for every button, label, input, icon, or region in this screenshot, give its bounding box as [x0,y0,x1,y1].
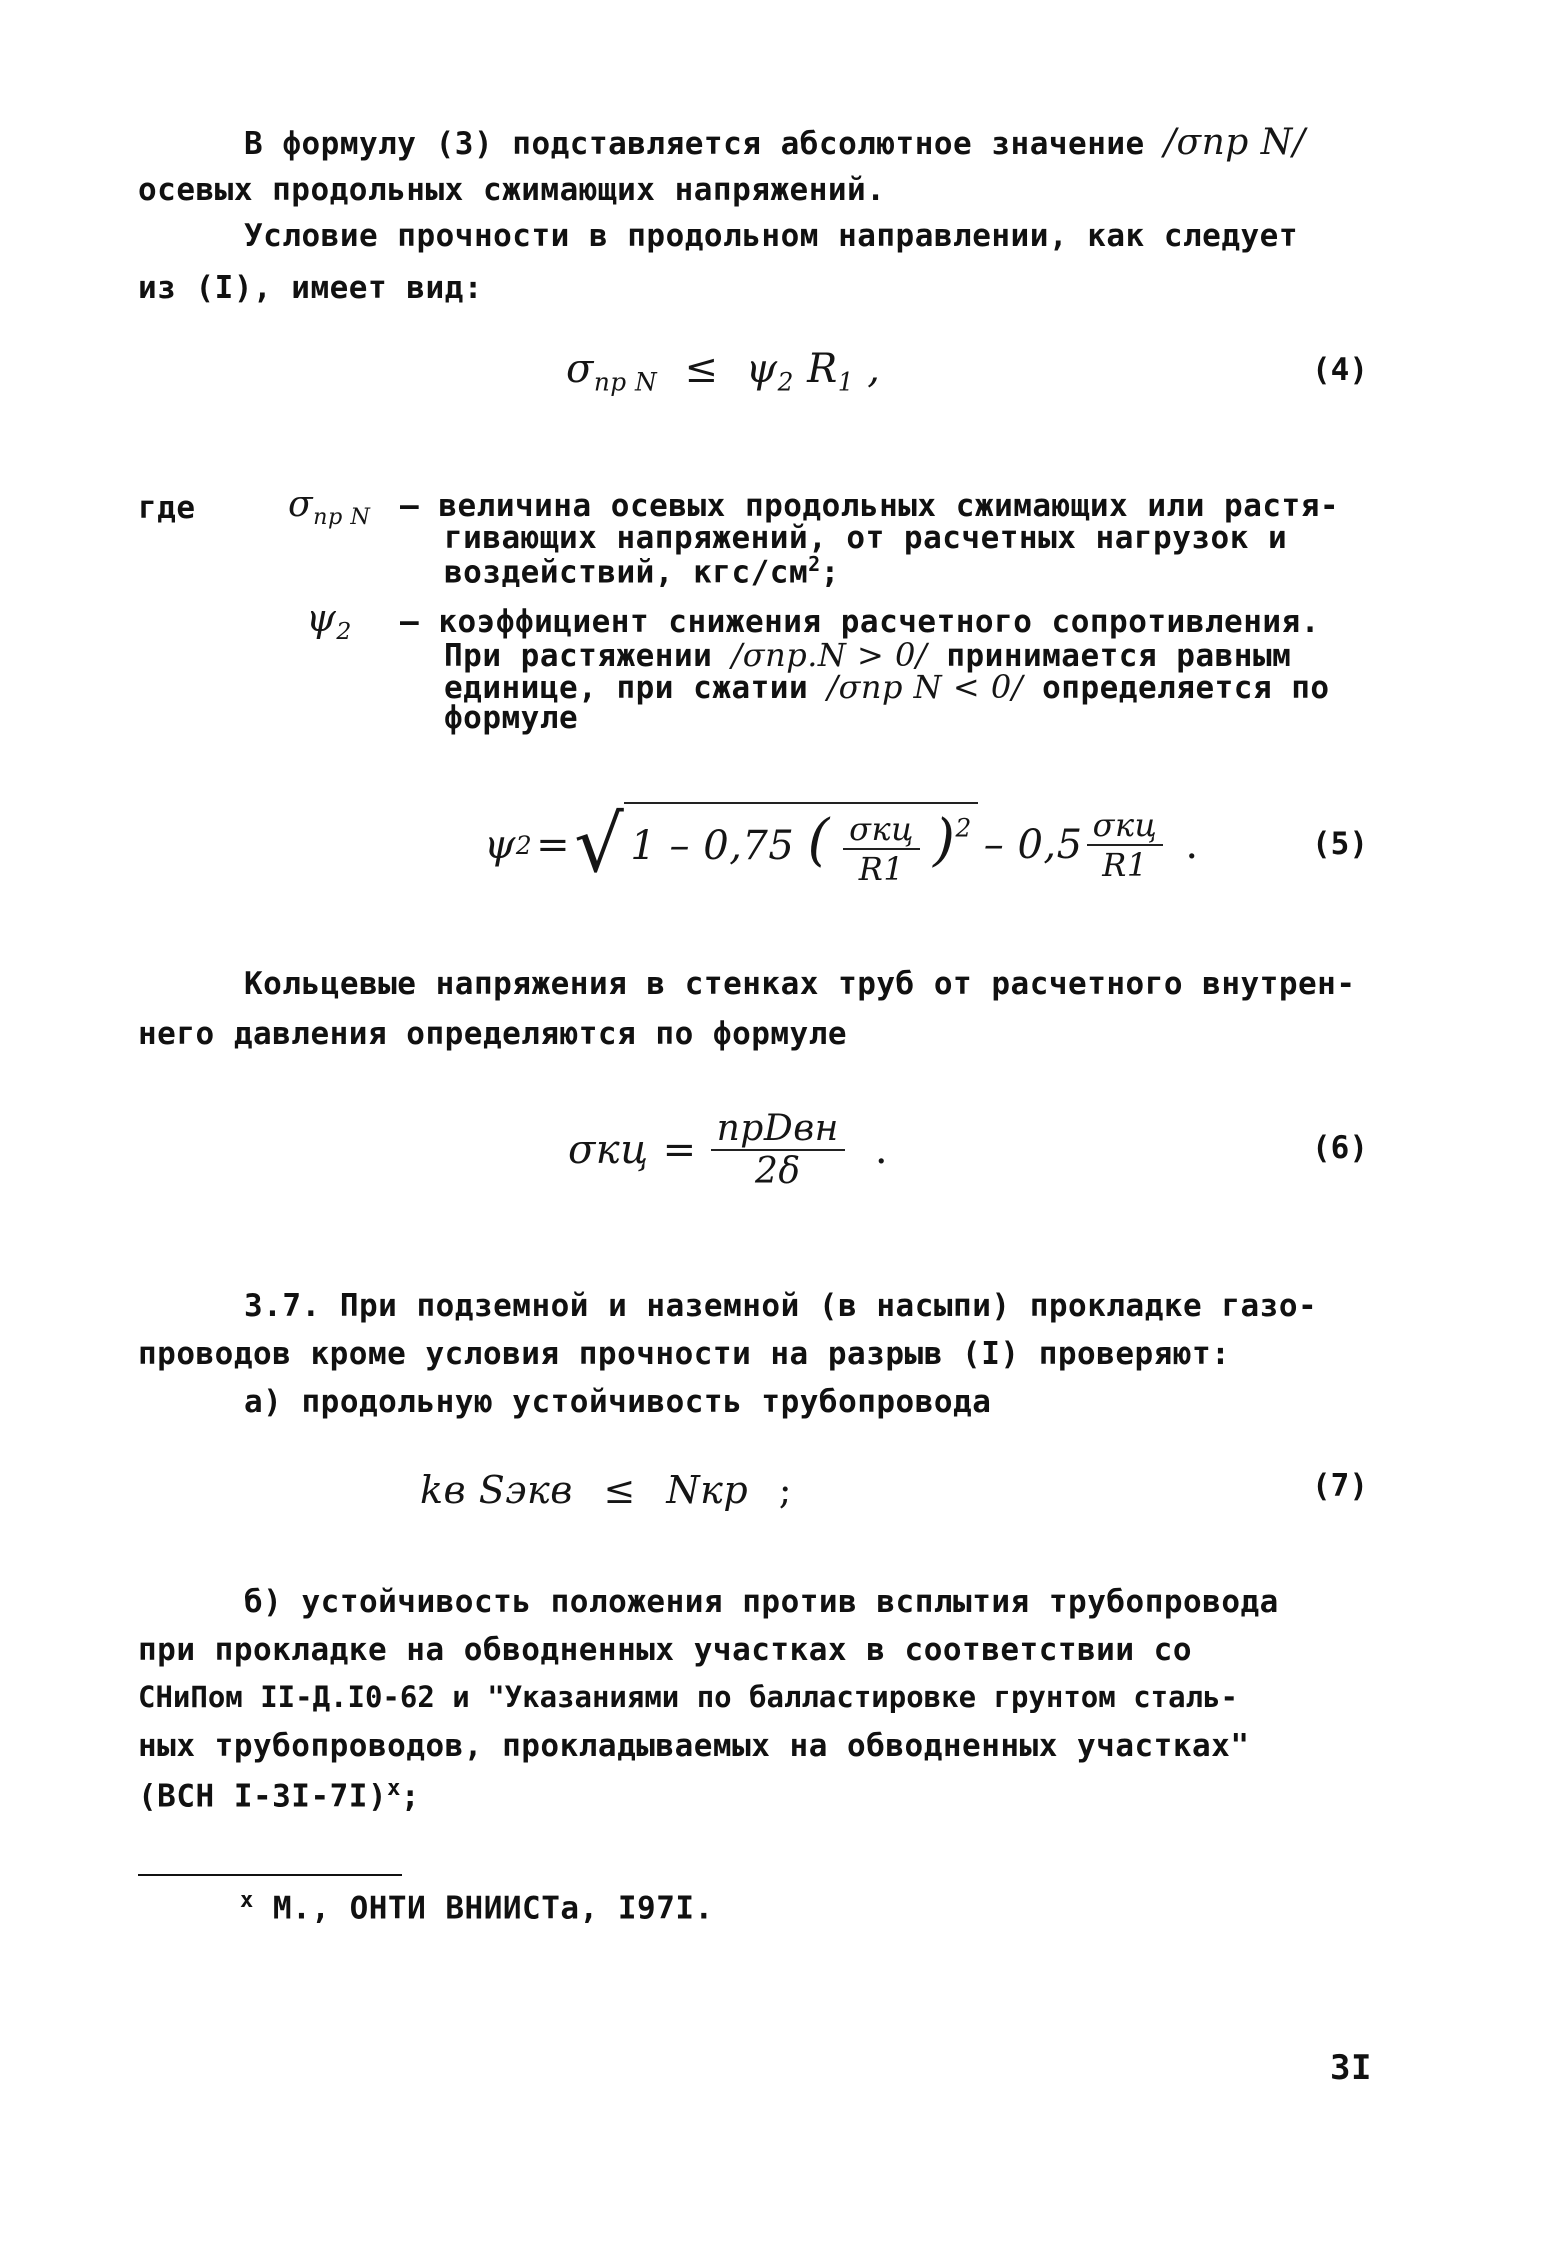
item-b-line3: СНиПом II-Д.I0-62 и "Указаниями по балластировке грунтом сталь- [138,1680,1238,1714]
eq7-tail: ; [778,1468,793,1512]
where-item2-line4: формуле [444,700,579,736]
where-item1-line2: гивающих напряжений, от расчетных нагрузок и [444,520,1288,556]
footnote-text: М., ОНТИ ВНИИСТа, I97I. [272,1890,714,1927]
where-item2-tension-end: принимается равным [946,638,1292,674]
eq4-lhs: σ [566,346,594,392]
eq4-number: (4) [1312,352,1368,388]
where-item1-line3 [444,552,840,590]
paragraph1-formula: /σпр N/ [1163,122,1306,163]
paragraph3-line2: него давления определяются по формуле [138,1016,848,1052]
eq5-one-minus: 1 – 0,75 [630,823,795,869]
eq5-number: (5) [1312,826,1368,862]
item-b-footnote-mark: х [387,1776,401,1801]
item-b-line1: б) устойчивость положения против всплытия трубопровода [244,1584,1279,1620]
footnote-rule [138,1874,402,1876]
equation-7 [420,1468,792,1512]
eq4-psi-sub: 2 [777,367,794,397]
equation-6 [568,1100,888,1200]
paragraph1-line2: осевых продольных сжимающих напряжений. [138,172,886,208]
equation-4 [566,346,880,397]
eq5-frac2 [1087,806,1164,884]
where-item2-psi-sub: 2 [336,617,352,646]
where-item1-sigma: σ [288,484,314,525]
where-item2-tension-formula: /σпр.N > 0/ [731,636,928,674]
eq5-radical-icon: √ [574,800,625,890]
eq4-r-sub: 1 [837,367,854,397]
eq7-number: (7) [1312,1468,1368,1504]
eq5-psi-sub: 2 [515,830,533,860]
where-item1-units: воздействий, кгс/см [444,554,809,591]
eq5-tail: . [1185,822,1199,868]
where-item2-symbol [306,596,352,645]
paragraph1-text: В формулу (3) подставляется абсолютное значение [244,126,1145,162]
where-item2-compress-end: определяется по [1042,670,1330,706]
eq5-frac1 [843,810,920,888]
eq4-lhs-sub: пр N [593,367,658,397]
eq5-exp: 2 [955,813,972,843]
where-item2-psi: ψ [306,596,337,640]
paragraph1-line1 [244,122,1305,163]
eq6-frac [711,1108,845,1192]
eq6-den: 2δ [711,1149,845,1192]
where-item2-compress-formula: /σпр N < 0/ [827,668,1023,706]
eq4-psi: ψ [745,346,778,392]
eq5-frac2-num: σкц [1092,806,1158,844]
equation-5 [484,790,1199,900]
where-label: где [138,490,196,526]
eq7-lhs: kв Sэкв [420,1468,573,1512]
paragraph2-line1: Условие прочности в продольном направлении, как следует [244,218,1298,254]
where-item1-symbol [288,484,370,530]
eq6-tail: . [874,1127,889,1173]
section37-line1: 3.7. При подземной и наземной (в насыпи) прокладке газо- [244,1288,1318,1324]
section37-line2: проводов кроме условия прочности на разрыв (I) проверяют: [138,1336,1231,1372]
section37-item-a: а) продольную устойчивость трубопровода [244,1384,992,1420]
eq4-rel: ≤ [684,346,719,392]
footnote [240,1888,714,1926]
item-b-end: ; [400,1778,421,1815]
eq6-number: (6) [1312,1130,1368,1166]
paragraph3-line1: Кольцевые напряжения в стенках труб от расчетного внутрен- [244,966,1356,1002]
page-number: 3I [1330,2048,1372,2088]
item-b-ref: (ВСН I-3I-7I) [138,1778,388,1815]
paragraph2-line2: из (I), имеет вид: [138,270,483,306]
where-item1-units-sup: 2 [808,552,821,576]
item-b-line2: при прокладке на обводненных участках в соответствии со [138,1632,1192,1668]
eq6-eq: = [662,1127,697,1173]
eq4-r: R [807,346,838,392]
where-item1-units-end: ; [820,554,840,591]
eq7-rhs: Nкр [666,1468,749,1512]
eq6-lhs: σкц [568,1127,649,1173]
eq4-tail: , [853,346,881,392]
eq5-frac1-den: R1 [843,848,920,888]
item-b-line5 [138,1776,420,1814]
eq5-psi: ψ [484,822,516,868]
eq5-paren-close: ) [933,808,956,873]
eq6-num: npDвн [716,1108,839,1149]
item-b-line4: ных трубопроводов, прокладываемых на обводненных участках" [138,1728,1250,1764]
eq7-rel: ≤ [603,1468,636,1512]
footnote-mark: х [240,1888,254,1913]
where-item2-line1: – коэффициент снижения расчетного сопротивления. [400,604,1320,640]
eq5-paren-open: ( [807,808,830,873]
where-item1-line1: – величина осевых продольных сжимающих или растя- [400,488,1340,524]
eq5-radicand [624,802,977,888]
eq5-frac2-den: R1 [1087,844,1164,884]
where-item1-sub: пр N [313,503,371,530]
eq5-frac1-num: σкц [849,810,914,848]
eq5-minus-half: – 0,5 [983,822,1083,868]
eq5-eq: = [536,822,571,868]
where-item2-compress-text: единице, при сжатии [444,670,809,706]
where-item2-tension-text: При растяжении [444,638,713,674]
